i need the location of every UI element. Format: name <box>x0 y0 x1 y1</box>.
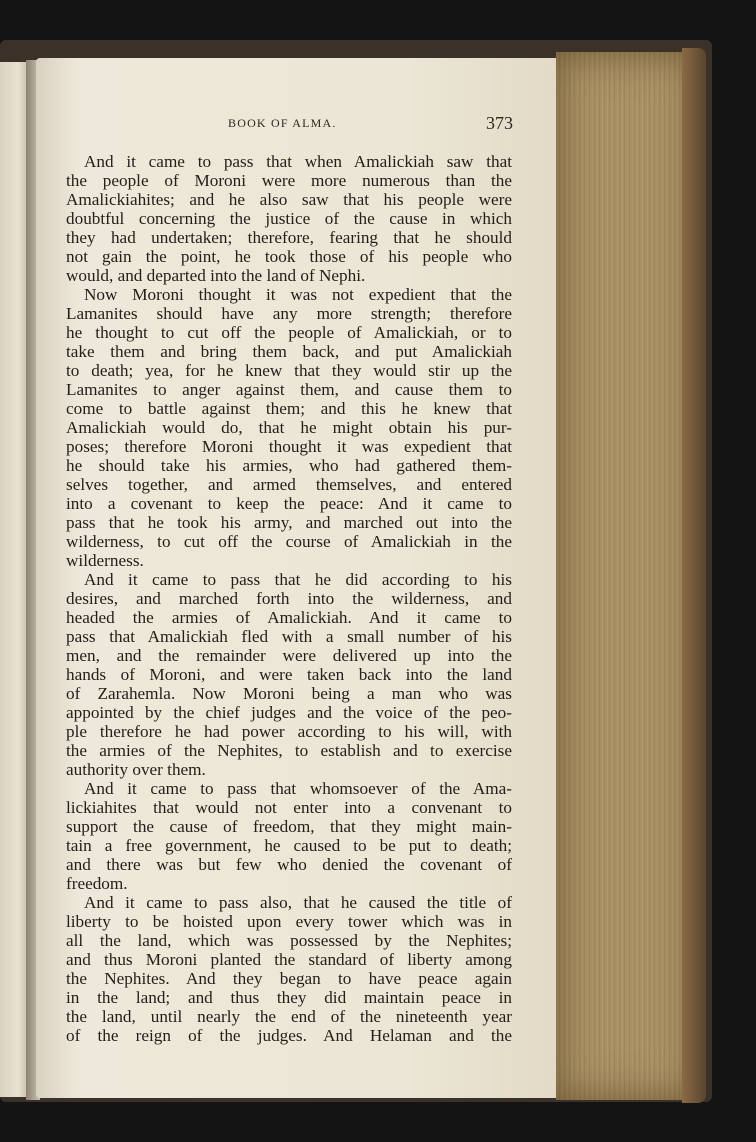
body-text <box>66 152 512 1045</box>
text-line: Now Moroni thought it was not expedient that the <box>84 285 512 304</box>
text-line: Lamanites should have any more strength; therefore <box>66 304 512 323</box>
text-line: wilderness, to cut off the course of Amalickiah in the <box>66 532 512 551</box>
page-number: 373 <box>486 113 513 133</box>
text-line: Amalickiah would do, that he might obtain his pur- <box>66 418 512 437</box>
book-spine <box>682 48 706 1103</box>
text-line: liberty to be hoisted upon every tower which was in <box>66 912 512 931</box>
text-line: not gain the point, he took those of his people who <box>66 247 512 266</box>
text-line: freedom. <box>66 874 128 893</box>
text-line: selves together, and armed themselves, and entered <box>66 475 512 494</box>
text-line: desires, and marched forth into the wilderness, and <box>66 589 512 608</box>
text-line: take them and bring them back, and put Amalickiah <box>66 342 512 361</box>
text-line: doubtful concerning the justice of the cause in which <box>66 209 512 228</box>
text-line: ple therefore he had power according to his will, with <box>66 722 512 741</box>
text-line: all the land, which was possessed by the Nephites; <box>66 931 512 950</box>
text-line: the Nephites. And they began to have peace again <box>66 969 512 988</box>
text-line: And it came to pass that when Amalickiah saw that <box>84 152 512 171</box>
text-line: headed the armies of Amalickiah. And it came to <box>66 608 512 627</box>
text-line: men, and the remainder were delivered up into the <box>66 646 512 665</box>
text-line: of Zarahemla. Now Moroni being a man who was <box>66 684 512 703</box>
running-head: BOOK OF ALMA. <box>228 116 337 130</box>
text-line: and there was but few who denied the covenant of <box>66 855 512 874</box>
text-line: lickiahites that would not enter into a convenant to <box>66 798 512 817</box>
text-line: the land, until nearly the end of the nineteenth year <box>66 1007 512 1026</box>
text-line: the people of Moroni were more numerous than the <box>66 171 512 190</box>
text-line: support the cause of freedom, that they might main- <box>66 817 512 836</box>
text-line: and thus Moroni planted the standard of liberty among <box>66 950 512 969</box>
text-line: hands of Moroni, and were taken back into the land <box>66 665 512 684</box>
text-line: Amalickiahites; and he also saw that his people were <box>66 190 512 209</box>
text-line: wilderness. <box>66 551 144 570</box>
page-block-edge <box>556 52 698 1100</box>
text-line: he should take his armies, who had gathered them- <box>66 456 512 475</box>
text-line: Lamanites to anger against them, and cause them to <box>66 380 512 399</box>
text-line: into a covenant to keep the peace: And it came to <box>66 494 512 513</box>
text-line: the armies of the Nephites, to establish and to exercise <box>66 741 512 760</box>
text-line: come to battle against them; and this he knew that <box>66 399 512 418</box>
text-line: authority over them. <box>66 760 206 779</box>
text-line: And it came to pass that whomsoever of the Ama- <box>84 779 512 798</box>
text-line: And it came to pass that he did according to his <box>84 570 512 589</box>
text-line: in the land; and thus they did maintain peace in <box>66 988 512 1007</box>
text-line: poses; therefore Moroni thought it was expedient that <box>66 437 512 456</box>
text-line: pass that Amalickiah fled with a small number of his <box>66 627 512 646</box>
text-line: tain a free government, he caused to be put to death; <box>66 836 512 855</box>
text-line: And it came to pass also, that he caused the title of <box>84 893 512 912</box>
text-line: appointed by the chief judges and the voice of the peo- <box>66 703 512 722</box>
text-line: he thought to cut off the people of Amalickiah, or to <box>66 323 512 342</box>
text-line: would, and departed into the land of Nephi. <box>66 266 366 285</box>
text-line: pass that he took his army, and marched out into the <box>66 513 512 532</box>
text-line: they had undertaken; therefore, fearing that he should <box>66 228 512 247</box>
text-line: to death; yea, for he knew that they would stir up the <box>66 361 512 380</box>
text-line: of the reign of the judges. And Helaman and the <box>66 1026 512 1045</box>
